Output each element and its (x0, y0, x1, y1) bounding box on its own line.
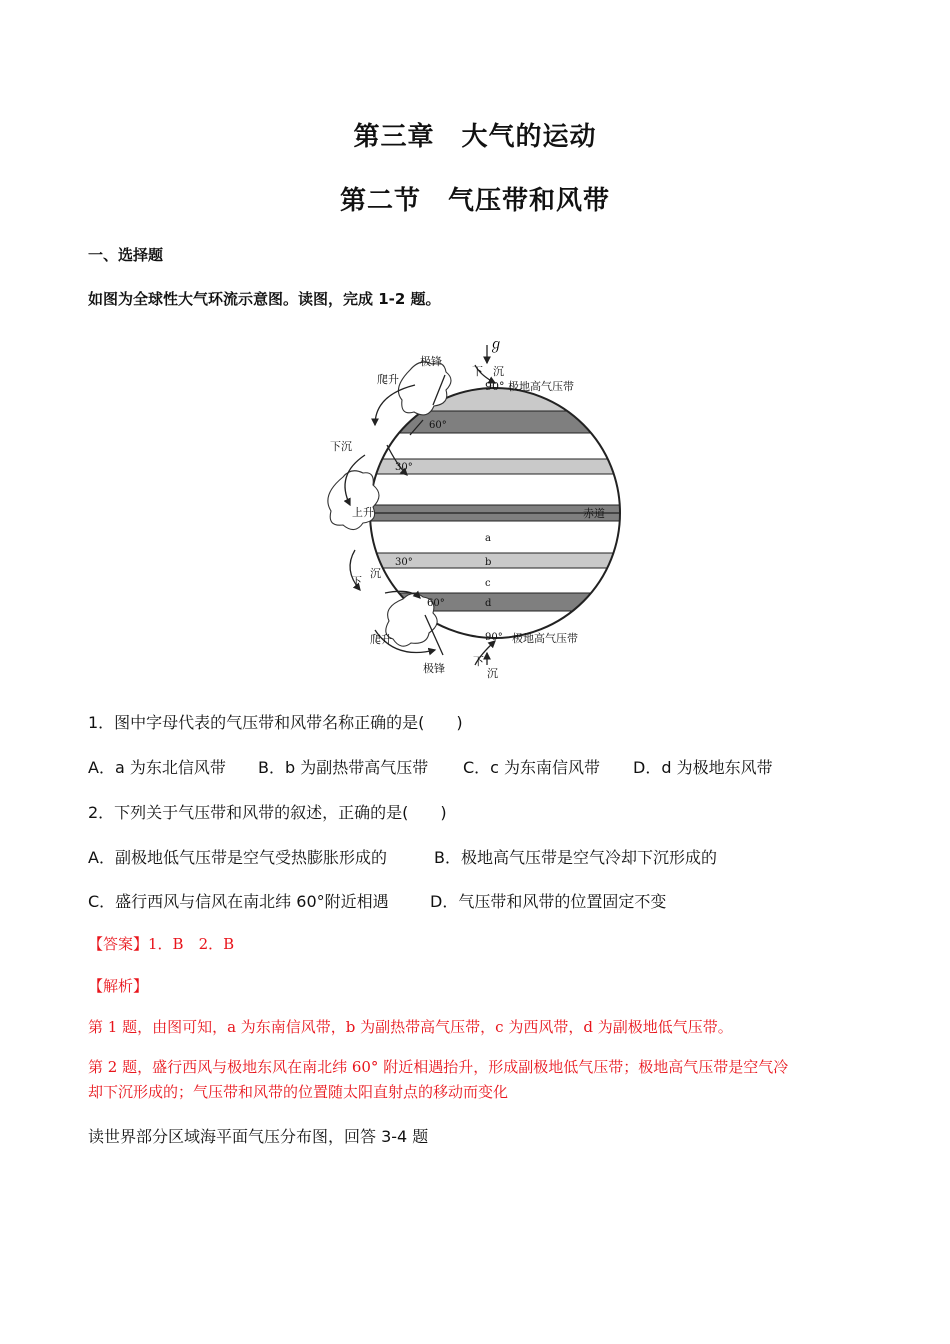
label-lat30-top: 30° (395, 462, 413, 473)
label-lat60-top: 60° (429, 420, 447, 431)
analysis-line-1: 第 1 题，由图可知，a 为东南信风带，b 为副热带高气压带，c 为西风带，d 为副极地低气压带。 (88, 1018, 733, 1036)
question-2-option-b: B．极地高气压带是空气冷却下沉形成的 (434, 848, 717, 867)
label-c: c (485, 578, 491, 589)
label-b: b (485, 557, 492, 568)
label-rise: 上升 (352, 506, 374, 519)
question-1-option-a: A．a 为东北信风带 (88, 758, 226, 777)
label-sink-top-2: 沉 (493, 365, 504, 378)
question-2-stem: 2．下列关于气压带和风带的叙述，正确的是( ) (88, 803, 447, 822)
label-polar-high-bottom: 极地高气压带 (512, 632, 578, 645)
answer-text: 【答案】1．B 2．B (88, 935, 235, 953)
chapter-title: 第三章 大气的运动 (353, 122, 597, 152)
question-1-option-d: D．d 为极地东风带 (633, 758, 773, 777)
label-sink-bottom-1: 下 (473, 655, 484, 668)
label-polar-front-bottom: 极锋 (423, 662, 445, 675)
label-sink-bottom-2: 沉 (487, 667, 498, 680)
analysis-line-2: 第 2 题，盛行西风与极地东风在南北纬 60° 附近相遇抬升，形成副极地低气压带；极地高气压带是空气冷 (88, 1058, 789, 1076)
label-equator: 赤道 (583, 507, 605, 520)
label-lat90-bottom: 90° (485, 632, 503, 643)
label-polar-high-top: 90° 极地高气压带 (485, 380, 574, 393)
analysis-line-3: 却下沉形成的；气压带和风带的位置随太阳直射点的移动而变化 (88, 1083, 509, 1101)
label-sink-left: 下沉 (330, 440, 352, 453)
question-2-option-a: A．副极地低气压带是空气受热膨胀形成的 (88, 848, 387, 867)
label-polar-front-top: 极锋 (420, 355, 442, 368)
question-2-option-d: D．气压带和风带的位置固定不变 (430, 892, 667, 911)
label-sink-top-1: 下 (472, 365, 483, 378)
question-1-option-c: C．c 为东南信风带 (463, 758, 601, 777)
label-d: d (485, 598, 492, 609)
circulation-diagram (315, 335, 630, 680)
next-prompt: 读世界部分区域海平面气压分布图，回答 3-4 题 (88, 1127, 429, 1146)
question-2-option-c: C．盛行西风与信风在南北纬 60°附近相遇 (88, 892, 389, 911)
label-sink-bottom-left-2: 沉 (370, 567, 381, 580)
sun-symbol: ℊ (489, 337, 503, 353)
section-title: 第二节 气压带和风带 (339, 186, 610, 216)
label-lat30-bottom: 30° (395, 557, 413, 568)
analysis-label: 【解析】 (88, 977, 149, 995)
label-climb-bottom: 爬升 (370, 633, 392, 646)
section-heading: 一、选择题 (88, 246, 164, 264)
label-a: a (485, 533, 491, 544)
question-1-option-b: B．b 为副热带高气压带 (258, 758, 429, 777)
question-1-stem: 1．图中字母代表的气压带和风带名称正确的是( ) (88, 713, 463, 732)
label-climb-top: 爬升 (377, 373, 399, 386)
label-lat60-bottom: 60° (427, 598, 445, 609)
intro-text: 如图为全球性大气环流示意图。读图，完成 1-2 题。 (88, 290, 441, 308)
label-sink-bottom-left-1: 下 (351, 575, 362, 588)
